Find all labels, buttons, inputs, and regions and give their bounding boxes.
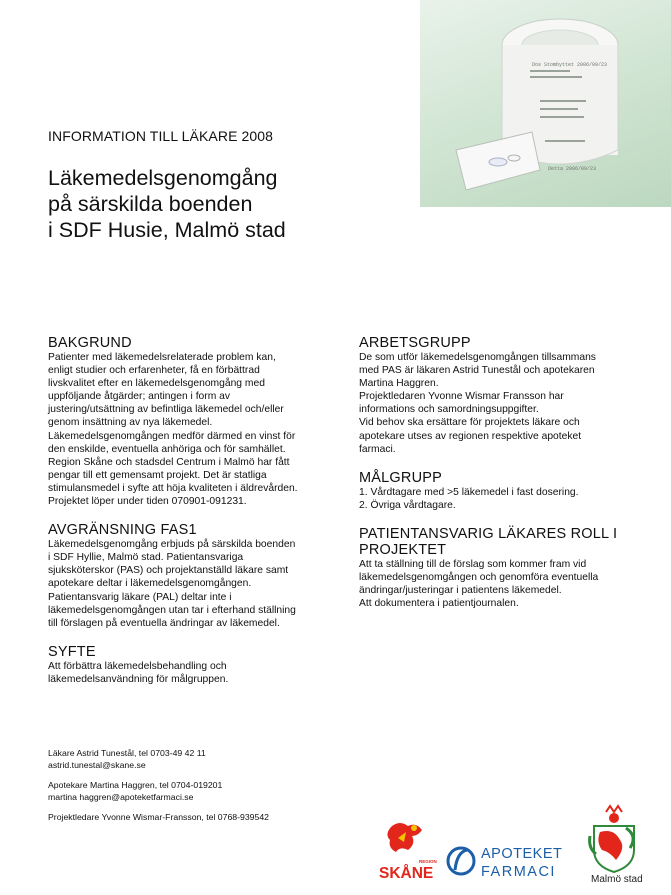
text-line: Region Skåne och stadsdel Centrum i Malmö har fått <box>48 456 290 468</box>
header-photo <box>420 0 671 207</box>
text-line: Patientansvarig läkare (PAL) deltar inte i <box>48 591 232 603</box>
farmaci-text: FARMACI <box>481 864 556 880</box>
section-body-avgransning <box>48 538 324 630</box>
text-line: stimulansmedel i syfte att höja kvaliteten i äldrevården. <box>48 482 298 494</box>
text-line: läkemedelsanvändning för målgruppen. <box>48 673 229 685</box>
text-line: apotekare utses av regionen respektive apoteket <box>359 430 582 442</box>
contact-lakare-email[interactable]: astrid.tunestal@skane.se <box>48 760 146 770</box>
text-line: De som utför läkemedelsgenomgången tillsammans <box>359 352 596 363</box>
text-line: apotekare deltar i läkemedelsgenomgången. <box>48 578 252 590</box>
section-body-roll <box>359 558 637 610</box>
section-heading-roll <box>359 526 637 558</box>
text-line: till förslagen på eventuella ändringar av läkemedel. <box>48 617 280 629</box>
text-line: Vid behov ska ersättare för projektets läkare och <box>359 417 580 429</box>
contact-list <box>48 747 348 823</box>
text-line: Läkemedelsgenomgången medför därmed en vinst för <box>48 430 296 442</box>
title-line: i SDF Husie, Malmö stad <box>48 218 286 242</box>
contact-apotekare: Apotekare Martina Haggren, tel 0704-019201 <box>48 780 223 790</box>
text-line: Patienter med läkemedelsrelaterade problem kan, <box>48 352 276 363</box>
section-heading-avgransning: AVGRÄNSNING FAS1 <box>48 522 197 539</box>
text-line: Läkemedelsgenomgång erbjuds på särskilda boenden <box>48 539 296 551</box>
apoteket-farmaci-logo <box>447 840 567 882</box>
left-column <box>48 335 324 686</box>
section-body-syfte <box>48 660 324 686</box>
text-line: Projektledaren Yvonne Wismar Fransson har <box>359 391 564 403</box>
section-body-bakgrund <box>48 351 324 508</box>
text-line: Martina Haggren. <box>359 378 439 390</box>
text-line: genom insättning av nya läkemedel. <box>48 417 213 429</box>
text-line: ändringar/justeringar i patientens läkemedel. <box>359 585 562 597</box>
malmo-stad-logo <box>586 806 646 884</box>
strip-text-2: Detta 2006/09/23 <box>548 166 597 172</box>
text-line: Att förbättra läkemedelsbehandling och <box>48 660 227 672</box>
section-heading-malgrupp: MÅLGRUPP <box>359 469 442 486</box>
text-line: justering/utsättning av befintliga läkemedel och/eller <box>48 404 284 416</box>
title-line: Läkemedelsgenomgång <box>48 166 278 190</box>
apoteket-text: APOTEKET <box>481 846 563 862</box>
heading-line: PROJEKTET <box>359 541 447 558</box>
region-skane-logo <box>378 818 437 882</box>
text-line: livskvalitet efter en läkemedelsgenomgång med <box>48 378 265 390</box>
right-column <box>359 335 637 610</box>
text-line: läkemedelsgenomgången och genomföra eventuella <box>359 572 599 584</box>
contact-apotekare-email[interactable]: martina haggren@apoteketfarmaci.se <box>48 792 194 802</box>
text-line: i SDF Hyllie, Malmö stad. Patientansvariga <box>48 552 244 564</box>
skane-text: SKÅNE <box>379 865 434 882</box>
malmo-text: Malmö stad <box>591 874 643 885</box>
text-line: informations och samordningsuppgifter. <box>359 404 539 416</box>
text-line: läkemedelsgenomgången utan tar i efterhand ställning <box>48 604 296 616</box>
title-line: på särskilda boenden <box>48 192 253 216</box>
strip-text-1: Dos Stombyttet 2006/09/23 <box>532 62 608 68</box>
heading-line: PATIENTANSVARIG LÄKARES ROLL I <box>359 525 618 542</box>
text-line: 1. Vårdtagare med >5 läkemedel i fast dosering. <box>359 486 579 498</box>
section-body-arbetsgrupp <box>359 351 637 456</box>
text-line: den enskilde, eventuella anhöriga och för samhället. <box>48 443 286 455</box>
skane-small-text: REGION <box>419 859 437 864</box>
document-title <box>48 165 286 243</box>
text-line: sjuksköterskor (PAS) och projektanställd läkare samt <box>48 565 289 577</box>
text-line: Projektet löper under tiden 070901-091231. <box>48 496 247 508</box>
text-line: Att ta ställning till de förslag som kommer fram vid <box>359 558 587 570</box>
document-kicker: INFORMATION TILL LÄKARE 2008 <box>48 128 274 144</box>
text-line: 2. Övriga vårdtagare. <box>359 499 456 511</box>
text-line: enligt studier och erfarenheter, få en förbättrad <box>48 365 260 377</box>
section-heading-syfte: SYFTE <box>48 643 96 660</box>
text-line: farmaci. <box>359 443 396 455</box>
section-heading-bakgrund: BAKGRUND <box>48 335 132 351</box>
text-line: uppföljande åtgärder; antingen i form av <box>48 391 231 403</box>
section-body-malgrupp <box>359 486 637 512</box>
contact-lakare: Läkare Astrid Tunestål, tel 0703-49 42 11 <box>48 748 206 758</box>
section-heading-arbetsgrupp: ARBETSGRUPP <box>359 335 471 351</box>
text-line: med PAS är läkaren Astrid Tunestål och apotekaren <box>359 365 595 377</box>
text-line: Att dokumentera i patientjournalen. <box>359 598 519 610</box>
contact-projektledare: Projektledare Yvonne Wismar-Fransson, tel 0768-939542 <box>48 812 270 822</box>
text-line: pengar till ett gemensamt projekt. Det är statliga <box>48 469 267 481</box>
